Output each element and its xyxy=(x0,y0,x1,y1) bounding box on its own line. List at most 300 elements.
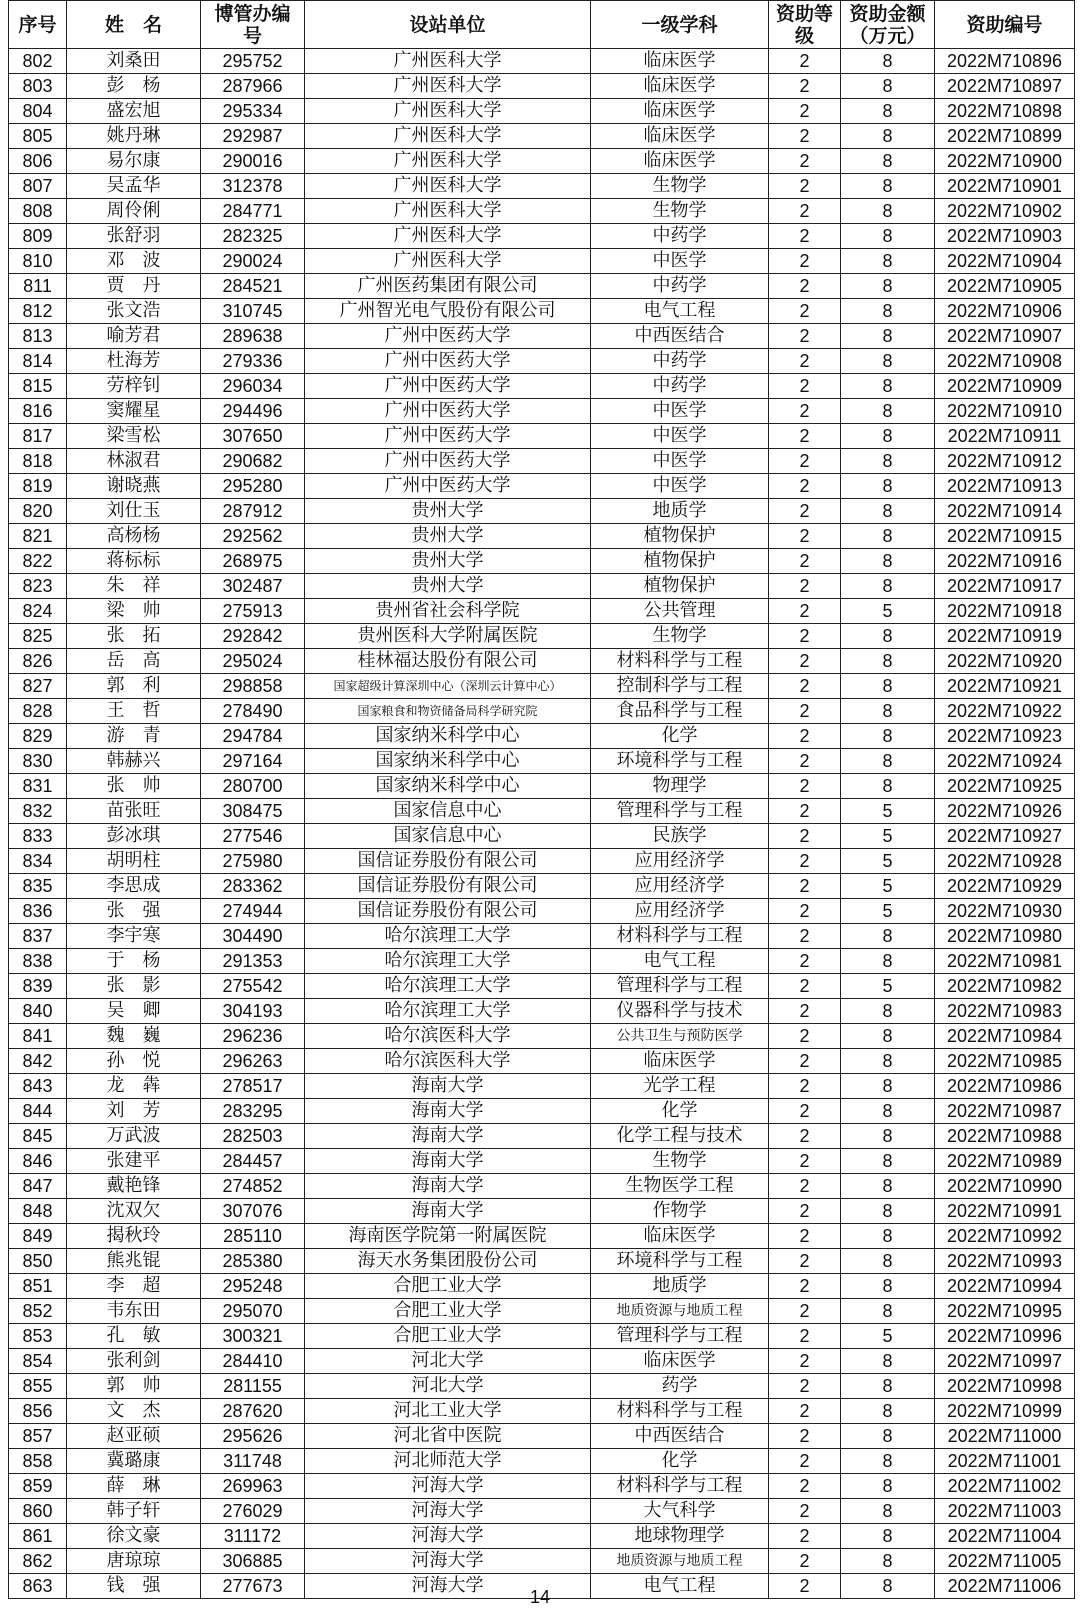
name-cell: 揭秋玲 xyxy=(67,1224,201,1249)
unit-cell: 广州中医药大学 xyxy=(305,324,591,349)
grant-id-cell: 2022M710985 xyxy=(935,1049,1075,1074)
level-cell: 2 xyxy=(769,974,841,999)
table-row xyxy=(9,1099,1075,1124)
table-row xyxy=(9,324,1075,349)
header-office-id: 博管办编 号 xyxy=(201,1,305,49)
table-row xyxy=(9,1524,1075,1549)
amount-cell: 8 xyxy=(841,249,935,274)
level-cell: 2 xyxy=(769,1574,841,1599)
seq-cell: 833 xyxy=(9,824,67,849)
seq-cell: 834 xyxy=(9,849,67,874)
discipline-cell: 中医学 xyxy=(591,449,769,474)
seq-cell: 838 xyxy=(9,949,67,974)
level-cell: 2 xyxy=(769,1149,841,1174)
grant-id-cell: 2022M710986 xyxy=(935,1074,1075,1099)
level-cell: 2 xyxy=(769,349,841,374)
name-cell: 喻芳君 xyxy=(67,324,201,349)
seq-cell: 853 xyxy=(9,1324,67,1349)
unit-cell: 哈尔滨理工大学 xyxy=(305,924,591,949)
seq-cell: 810 xyxy=(9,249,67,274)
seq-cell: 862 xyxy=(9,1549,67,1574)
level-cell: 2 xyxy=(769,1374,841,1399)
level-cell: 2 xyxy=(769,1199,841,1224)
office-id-cell: 304193 xyxy=(201,999,305,1024)
table-row xyxy=(9,1199,1075,1224)
seq-cell: 846 xyxy=(9,1149,67,1174)
unit-cell: 广州医科大学 xyxy=(305,124,591,149)
discipline-cell: 化学 xyxy=(591,1099,769,1124)
discipline-cell: 中西医结合 xyxy=(591,1424,769,1449)
unit-cell: 海南医学院第一附属医院 xyxy=(305,1224,591,1249)
name-cell: 韩子轩 xyxy=(67,1499,201,1524)
grant-id-cell: 2022M711001 xyxy=(935,1449,1075,1474)
office-id-cell: 300321 xyxy=(201,1324,305,1349)
office-id-cell: 294784 xyxy=(201,724,305,749)
grant-id-cell: 2022M710983 xyxy=(935,999,1075,1024)
name-cell: 高杨杨 xyxy=(67,524,201,549)
grant-id-cell: 2022M710997 xyxy=(935,1349,1075,1374)
office-id-cell: 295024 xyxy=(201,649,305,674)
grant-id-cell: 2022M711005 xyxy=(935,1549,1075,1574)
table-row xyxy=(9,974,1075,999)
unit-cell: 海南大学 xyxy=(305,1149,591,1174)
table-row xyxy=(9,1274,1075,1299)
office-id-cell: 295070 xyxy=(201,1299,305,1324)
name-cell: 苗张旺 xyxy=(67,799,201,824)
level-cell: 2 xyxy=(769,499,841,524)
name-cell: 孔 敏 xyxy=(67,1324,201,1349)
office-id-cell: 277546 xyxy=(201,824,305,849)
name-cell: 李 超 xyxy=(67,1274,201,1299)
header-level: 资助等级 xyxy=(769,1,841,49)
grant-id-cell: 2022M711006 xyxy=(935,1574,1075,1599)
table-row xyxy=(9,899,1075,924)
amount-cell: 8 xyxy=(841,374,935,399)
level-cell: 2 xyxy=(769,324,841,349)
grant-id-cell: 2022M711004 xyxy=(935,1524,1075,1549)
seq-cell: 845 xyxy=(9,1124,67,1149)
office-id-cell: 290024 xyxy=(201,249,305,274)
seq-cell: 821 xyxy=(9,524,67,549)
office-id-cell: 302487 xyxy=(201,574,305,599)
level-cell: 2 xyxy=(769,49,841,74)
level-cell: 2 xyxy=(769,1449,841,1474)
table-row xyxy=(9,149,1075,174)
office-id-cell: 275980 xyxy=(201,849,305,874)
amount-cell: 8 xyxy=(841,549,935,574)
amount-cell: 8 xyxy=(841,74,935,99)
seq-cell: 850 xyxy=(9,1249,67,1274)
seq-cell: 835 xyxy=(9,874,67,899)
amount-cell: 8 xyxy=(841,449,935,474)
amount-cell: 8 xyxy=(841,1374,935,1399)
office-id-cell: 311172 xyxy=(201,1524,305,1549)
table-row xyxy=(9,624,1075,649)
seq-cell: 847 xyxy=(9,1174,67,1199)
name-cell: 熊兆锟 xyxy=(67,1249,201,1274)
discipline-cell: 电气工程 xyxy=(591,1574,769,1599)
amount-cell: 8 xyxy=(841,274,935,299)
unit-cell: 河海大学 xyxy=(305,1574,591,1599)
discipline-cell: 临床医学 xyxy=(591,74,769,99)
amount-cell: 8 xyxy=(841,199,935,224)
name-cell: 梁 帅 xyxy=(67,599,201,624)
seq-cell: 811 xyxy=(9,274,67,299)
seq-cell: 860 xyxy=(9,1499,67,1524)
office-id-cell: 297164 xyxy=(201,749,305,774)
level-cell: 2 xyxy=(769,1224,841,1249)
level-cell: 2 xyxy=(769,1124,841,1149)
unit-cell: 贵州大学 xyxy=(305,524,591,549)
funding-table xyxy=(8,0,1075,1599)
table-row xyxy=(9,224,1075,249)
name-cell: 刘 芳 xyxy=(67,1099,201,1124)
seq-cell: 820 xyxy=(9,499,67,524)
unit-cell: 广州医科大学 xyxy=(305,249,591,274)
amount-cell: 8 xyxy=(841,1449,935,1474)
table-row xyxy=(9,1324,1075,1349)
grant-id-cell: 2022M710982 xyxy=(935,974,1075,999)
amount-cell: 8 xyxy=(841,349,935,374)
name-cell: 孙 悦 xyxy=(67,1049,201,1074)
seq-cell: 859 xyxy=(9,1474,67,1499)
office-id-cell: 296034 xyxy=(201,374,305,399)
level-cell: 2 xyxy=(769,249,841,274)
amount-cell: 8 xyxy=(841,624,935,649)
table-row xyxy=(9,449,1075,474)
unit-cell: 河北大学 xyxy=(305,1374,591,1399)
grant-id-cell: 2022M710993 xyxy=(935,1249,1075,1274)
amount-cell: 5 xyxy=(841,849,935,874)
amount-cell: 8 xyxy=(841,499,935,524)
amount-cell: 5 xyxy=(841,1324,935,1349)
office-id-cell: 285110 xyxy=(201,1224,305,1249)
unit-cell: 合肥工业大学 xyxy=(305,1324,591,1349)
table-row xyxy=(9,424,1075,449)
table-row xyxy=(9,1424,1075,1449)
amount-cell: 8 xyxy=(841,999,935,1024)
grant-id-cell: 2022M710923 xyxy=(935,724,1075,749)
table-row xyxy=(9,1249,1075,1274)
amount-cell: 5 xyxy=(841,974,935,999)
grant-id-cell: 2022M710998 xyxy=(935,1374,1075,1399)
table-row xyxy=(9,49,1075,74)
name-cell: 文 杰 xyxy=(67,1399,201,1424)
grant-id-cell: 2022M710930 xyxy=(935,899,1075,924)
grant-id-cell: 2022M710927 xyxy=(935,824,1075,849)
office-id-cell: 295334 xyxy=(201,99,305,124)
unit-cell: 海南大学 xyxy=(305,1099,591,1124)
unit-cell: 哈尔滨理工大学 xyxy=(305,974,591,999)
discipline-cell: 化学 xyxy=(591,1449,769,1474)
unit-cell: 广州中医药大学 xyxy=(305,399,591,424)
discipline-cell: 仪器科学与技术 xyxy=(591,999,769,1024)
office-id-cell: 268975 xyxy=(201,549,305,574)
name-cell: 梁雪松 xyxy=(67,424,201,449)
grant-id-cell: 2022M710902 xyxy=(935,199,1075,224)
office-id-cell: 282503 xyxy=(201,1124,305,1149)
office-id-cell: 311748 xyxy=(201,1449,305,1474)
grant-id-cell: 2022M710921 xyxy=(935,674,1075,699)
table-row xyxy=(9,674,1075,699)
seq-cell: 836 xyxy=(9,899,67,924)
name-cell: 冀璐康 xyxy=(67,1449,201,1474)
office-id-cell: 284457 xyxy=(201,1149,305,1174)
table-row xyxy=(9,499,1075,524)
office-id-cell: 307650 xyxy=(201,424,305,449)
unit-cell: 国家超级计算深圳中心（深圳云计算中心） xyxy=(305,674,591,699)
level-cell: 2 xyxy=(769,174,841,199)
unit-cell: 广州中医药大学 xyxy=(305,474,591,499)
level-cell: 2 xyxy=(769,724,841,749)
level-cell: 2 xyxy=(769,1074,841,1099)
level-cell: 2 xyxy=(769,1474,841,1499)
table-row xyxy=(9,749,1075,774)
discipline-cell: 材料科学与工程 xyxy=(591,649,769,674)
table-row xyxy=(9,1024,1075,1049)
table-body xyxy=(9,49,1075,1599)
discipline-cell: 临床医学 xyxy=(591,1049,769,1074)
name-cell: 张 拓 xyxy=(67,624,201,649)
unit-cell: 广州医科大学 xyxy=(305,49,591,74)
office-id-cell: 282325 xyxy=(201,224,305,249)
name-cell: 徐文豪 xyxy=(67,1524,201,1549)
discipline-cell: 中药学 xyxy=(591,274,769,299)
header-unit: 设站单位 xyxy=(305,1,591,49)
name-cell: 李思成 xyxy=(67,874,201,899)
discipline-cell: 生物学 xyxy=(591,624,769,649)
amount-cell: 5 xyxy=(841,599,935,624)
header-amount: 资助金额（万元） xyxy=(841,1,935,49)
seq-cell: 819 xyxy=(9,474,67,499)
discipline-cell: 植物保护 xyxy=(591,524,769,549)
grant-id-cell: 2022M710908 xyxy=(935,349,1075,374)
seq-cell: 855 xyxy=(9,1374,67,1399)
discipline-cell: 地质学 xyxy=(591,1274,769,1299)
amount-cell: 8 xyxy=(841,1224,935,1249)
office-id-cell: 296263 xyxy=(201,1049,305,1074)
level-cell: 2 xyxy=(769,374,841,399)
discipline-cell: 管理科学与工程 xyxy=(591,974,769,999)
grant-id-cell: 2022M710916 xyxy=(935,549,1075,574)
table-row xyxy=(9,174,1075,199)
discipline-cell: 生物医学工程 xyxy=(591,1174,769,1199)
name-cell: 郭 帅 xyxy=(67,1374,201,1399)
name-cell: 张文浩 xyxy=(67,299,201,324)
amount-cell: 5 xyxy=(841,799,935,824)
office-id-cell: 284521 xyxy=(201,274,305,299)
office-id-cell: 277673 xyxy=(201,1574,305,1599)
level-cell: 2 xyxy=(769,1249,841,1274)
table-header-row xyxy=(9,1,1075,49)
grant-id-cell: 2022M710903 xyxy=(935,224,1075,249)
discipline-cell: 公共管理 xyxy=(591,599,769,624)
unit-cell: 河海大学 xyxy=(305,1474,591,1499)
discipline-cell: 中西医结合 xyxy=(591,324,769,349)
unit-cell: 国家信息中心 xyxy=(305,799,591,824)
table-row xyxy=(9,1349,1075,1374)
name-cell: 于 杨 xyxy=(67,949,201,974)
grant-id-cell: 2022M710990 xyxy=(935,1174,1075,1199)
grant-id-cell: 2022M710991 xyxy=(935,1199,1075,1224)
discipline-cell: 植物保护 xyxy=(591,574,769,599)
amount-cell: 8 xyxy=(841,924,935,949)
amount-cell: 8 xyxy=(841,224,935,249)
level-cell: 2 xyxy=(769,1349,841,1374)
office-id-cell: 312378 xyxy=(201,174,305,199)
office-id-cell: 289638 xyxy=(201,324,305,349)
name-cell: 刘仕玉 xyxy=(67,499,201,524)
name-cell: 魏 巍 xyxy=(67,1024,201,1049)
grant-id-cell: 2022M710987 xyxy=(935,1099,1075,1124)
discipline-cell: 物理学 xyxy=(591,774,769,799)
unit-cell: 哈尔滨理工大学 xyxy=(305,999,591,1024)
name-cell: 谢晓燕 xyxy=(67,474,201,499)
level-cell: 2 xyxy=(769,1499,841,1524)
amount-cell: 8 xyxy=(841,1524,935,1549)
level-cell: 2 xyxy=(769,299,841,324)
office-id-cell: 278517 xyxy=(201,1074,305,1099)
discipline-cell: 应用经济学 xyxy=(591,899,769,924)
seq-cell: 815 xyxy=(9,374,67,399)
discipline-cell: 生物学 xyxy=(591,1149,769,1174)
grant-id-cell: 2022M710911 xyxy=(935,424,1075,449)
amount-cell: 8 xyxy=(841,1149,935,1174)
office-id-cell: 274852 xyxy=(201,1174,305,1199)
table-row xyxy=(9,1449,1075,1474)
amount-cell: 8 xyxy=(841,674,935,699)
table-row xyxy=(9,924,1075,949)
level-cell: 2 xyxy=(769,1424,841,1449)
level-cell: 2 xyxy=(769,99,841,124)
table-row xyxy=(9,774,1075,799)
unit-cell: 河北省中医院 xyxy=(305,1424,591,1449)
name-cell: 张 强 xyxy=(67,899,201,924)
amount-cell: 5 xyxy=(841,899,935,924)
unit-cell: 贵州省社会科学院 xyxy=(305,599,591,624)
seq-cell: 804 xyxy=(9,99,67,124)
name-cell: 周伶俐 xyxy=(67,199,201,224)
level-cell: 2 xyxy=(769,599,841,624)
unit-cell: 贵州大学 xyxy=(305,574,591,599)
table-row xyxy=(9,1174,1075,1199)
amount-cell: 8 xyxy=(841,1549,935,1574)
seq-cell: 806 xyxy=(9,149,67,174)
office-id-cell: 292842 xyxy=(201,624,305,649)
unit-cell: 贵州大学 xyxy=(305,549,591,574)
office-id-cell: 294496 xyxy=(201,399,305,424)
amount-cell: 8 xyxy=(841,724,935,749)
level-cell: 2 xyxy=(769,774,841,799)
unit-cell: 海南大学 xyxy=(305,1074,591,1099)
level-cell: 2 xyxy=(769,1049,841,1074)
discipline-cell: 化学 xyxy=(591,724,769,749)
amount-cell: 8 xyxy=(841,1024,935,1049)
grant-id-cell: 2022M710912 xyxy=(935,449,1075,474)
amount-cell: 8 xyxy=(841,49,935,74)
level-cell: 2 xyxy=(769,749,841,774)
name-cell: 贾 丹 xyxy=(67,274,201,299)
table-row xyxy=(9,1149,1075,1174)
name-cell: 薛 琳 xyxy=(67,1474,201,1499)
seq-cell: 824 xyxy=(9,599,67,624)
grant-id-cell: 2022M710913 xyxy=(935,474,1075,499)
office-id-cell: 275913 xyxy=(201,599,305,624)
level-cell: 2 xyxy=(769,699,841,724)
discipline-cell: 电气工程 xyxy=(591,299,769,324)
office-id-cell: 287620 xyxy=(201,1399,305,1424)
grant-id-cell: 2022M710901 xyxy=(935,174,1075,199)
seq-cell: 812 xyxy=(9,299,67,324)
grant-id-cell: 2022M710924 xyxy=(935,749,1075,774)
unit-cell: 广州智光电气股份有限公司 xyxy=(305,299,591,324)
level-cell: 2 xyxy=(769,899,841,924)
unit-cell: 国家纳米科学中心 xyxy=(305,724,591,749)
unit-cell: 广州医药集团有限公司 xyxy=(305,274,591,299)
table-row xyxy=(9,1474,1075,1499)
table-row xyxy=(9,799,1075,824)
unit-cell: 河海大学 xyxy=(305,1524,591,1549)
name-cell: 刘桑田 xyxy=(67,49,201,74)
name-cell: 劳梓钊 xyxy=(67,374,201,399)
amount-cell: 8 xyxy=(841,1474,935,1499)
discipline-cell: 作物学 xyxy=(591,1199,769,1224)
unit-cell: 国信证券股份有限公司 xyxy=(305,849,591,874)
grant-id-cell: 2022M711000 xyxy=(935,1424,1075,1449)
amount-cell: 8 xyxy=(841,1424,935,1449)
name-cell: 唐琼琼 xyxy=(67,1549,201,1574)
amount-cell: 8 xyxy=(841,1099,935,1124)
office-id-cell: 283295 xyxy=(201,1099,305,1124)
level-cell: 2 xyxy=(769,624,841,649)
discipline-cell: 地球物理学 xyxy=(591,1524,769,1549)
amount-cell: 8 xyxy=(841,699,935,724)
table-row xyxy=(9,824,1075,849)
unit-cell: 合肥工业大学 xyxy=(305,1274,591,1299)
seq-cell: 827 xyxy=(9,674,67,699)
name-cell: 李宇寒 xyxy=(67,924,201,949)
grant-id-cell: 2022M710925 xyxy=(935,774,1075,799)
seq-cell: 818 xyxy=(9,449,67,474)
seq-cell: 841 xyxy=(9,1024,67,1049)
discipline-cell: 药学 xyxy=(591,1374,769,1399)
level-cell: 2 xyxy=(769,874,841,899)
table-row xyxy=(9,1224,1075,1249)
unit-cell: 海南大学 xyxy=(305,1124,591,1149)
discipline-cell: 临床医学 xyxy=(591,1224,769,1249)
discipline-cell: 材料科学与工程 xyxy=(591,1399,769,1424)
amount-cell: 8 xyxy=(841,1249,935,1274)
name-cell: 戴艳锋 xyxy=(67,1174,201,1199)
name-cell: 姚丹琳 xyxy=(67,124,201,149)
unit-cell: 广州中医药大学 xyxy=(305,374,591,399)
name-cell: 易尔康 xyxy=(67,149,201,174)
name-cell: 王 哲 xyxy=(67,699,201,724)
table-row xyxy=(9,1074,1075,1099)
office-id-cell: 287966 xyxy=(201,74,305,99)
unit-cell: 广州医科大学 xyxy=(305,174,591,199)
seq-cell: 816 xyxy=(9,399,67,424)
seq-cell: 832 xyxy=(9,799,67,824)
table-row xyxy=(9,524,1075,549)
grant-id-cell: 2022M710897 xyxy=(935,74,1075,99)
unit-cell: 广州医科大学 xyxy=(305,99,591,124)
discipline-cell: 临床医学 xyxy=(591,99,769,124)
amount-cell: 8 xyxy=(841,1049,935,1074)
office-id-cell: 283362 xyxy=(201,874,305,899)
name-cell: 朱 祥 xyxy=(67,574,201,599)
amount-cell: 8 xyxy=(841,1199,935,1224)
